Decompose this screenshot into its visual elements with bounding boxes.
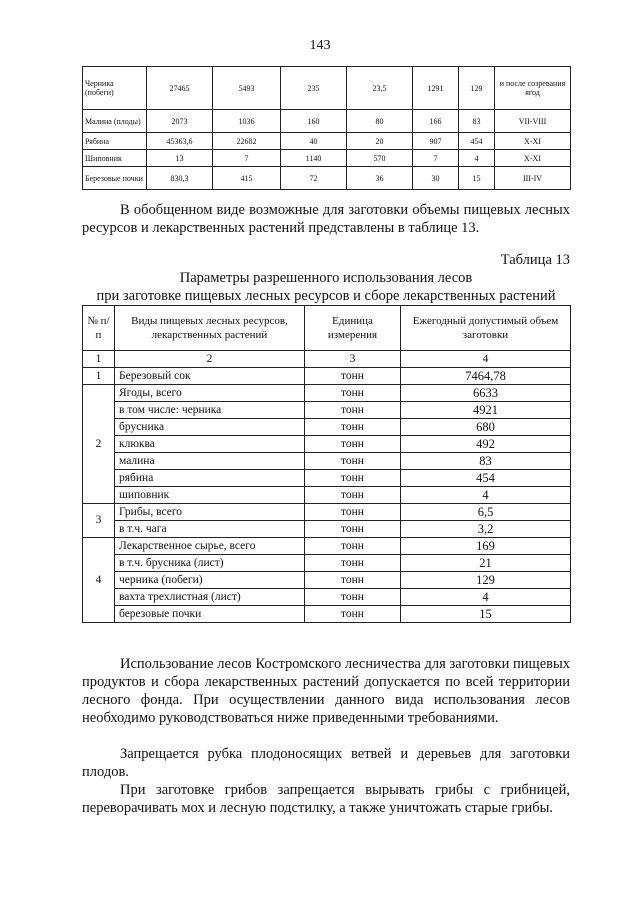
table-row — [83, 419, 571, 436]
top-table-cell-c6: 4 — [459, 150, 495, 167]
top-table-cell-c6: 454 — [459, 133, 495, 150]
table-row — [83, 538, 571, 555]
resource-kind: Березовый сок — [115, 368, 305, 385]
volume-cell: 6633 — [401, 385, 571, 402]
table-header-row — [83, 306, 571, 351]
table-row — [83, 504, 571, 521]
resource-kind: березовые почки — [115, 606, 305, 623]
top-table-cell-c4: 570 — [347, 150, 413, 167]
table-row — [83, 555, 571, 572]
top-table-cell-c1: 2073 — [147, 110, 213, 133]
top-table-cell-c4: 20 — [347, 133, 413, 150]
group-number: 2 — [83, 385, 115, 504]
table-row — [83, 589, 571, 606]
table-index-row — [83, 351, 571, 368]
resource-kind: рябина — [115, 470, 305, 487]
top-table-cell-name: Шиповник — [83, 150, 147, 167]
volume-cell: 3,2 — [401, 521, 571, 538]
volume-cell: 454 — [401, 470, 571, 487]
top-table-cell-c5: 7 — [413, 150, 459, 167]
group-number: 4 — [83, 538, 115, 623]
header-num: № п/п — [83, 306, 115, 351]
top-table — [82, 66, 571, 190]
table-row — [83, 436, 571, 453]
volume-cell: 4 — [401, 487, 571, 504]
unit-cell: тонн — [305, 606, 401, 623]
top-table-cell-c5: 907 — [413, 133, 459, 150]
top-table-cell-c2: 22682 — [213, 133, 281, 150]
resource-kind: малина — [115, 453, 305, 470]
top-table-cell-c3: 72 — [281, 167, 347, 190]
index-unit: 3 — [305, 351, 401, 368]
top-table-cell-period: X-XI — [495, 150, 571, 167]
top-table-cell-period: VII-VIII — [495, 110, 571, 133]
top-table-cell-period: X-XI — [495, 133, 571, 150]
top-table-cell-c2: 1036 — [213, 110, 281, 133]
page-number: 143 — [309, 38, 331, 53]
top-table-cell-c2: 415 — [213, 167, 281, 190]
volume-cell: 6,5 — [401, 504, 571, 521]
volume-cell: 15 — [401, 606, 571, 623]
top-table-cell-c2: 5493 — [213, 67, 281, 110]
unit-cell: тонн — [305, 572, 401, 589]
top-table-cell-c5: 166 — [413, 110, 459, 133]
volume-cell: 492 — [401, 436, 571, 453]
top-table-cell-c6: 129 — [459, 67, 495, 110]
volume-cell: 4 — [401, 589, 571, 606]
group-number: 1 — [83, 368, 115, 385]
top-table-cell-name: Малина (плоды) — [83, 110, 147, 133]
table-title-line1: Параметры разрешенного использования лесов — [179, 270, 473, 286]
top-table-cell-c6: 15 — [459, 167, 495, 190]
top-table-cell-c5: 30 — [413, 167, 459, 190]
table-row — [83, 402, 571, 419]
table-row — [83, 572, 571, 589]
resource-kind: Ягоды, всего — [115, 385, 305, 402]
top-table-cell-c5: 1291 — [413, 67, 459, 110]
unit-cell: тонн — [305, 419, 401, 436]
top-table-cell-c1: 13 — [147, 150, 213, 167]
header-kind: Виды пищевых лесных ресурсов, лекарственных растений — [115, 306, 305, 351]
unit-cell: тонн — [305, 487, 401, 504]
top-table-cell-name: Рябина — [83, 133, 147, 150]
top-table-row — [83, 150, 571, 167]
resource-kind: вахта трехлистная (лист) — [115, 589, 305, 606]
index-num: 1 — [83, 351, 115, 368]
intro-paragraph: В обобщенном виде возможные для заготовки объемы пищевых лесных ресурсов и лекарственных растений представлены в таблице 13. — [82, 202, 570, 236]
unit-cell: тонн — [305, 589, 401, 606]
resource-kind: шиповник — [115, 487, 305, 504]
resource-kind: Лекарственное сырье, всего — [115, 538, 305, 555]
volume-cell: 7464,78 — [401, 368, 571, 385]
table-row — [83, 487, 571, 504]
unit-cell: тонн — [305, 385, 401, 402]
top-table-row — [83, 110, 571, 133]
top-table-cell-c1: 45363,6 — [147, 133, 213, 150]
top-table-cell-period: и после созревания ягод — [495, 67, 571, 110]
top-table-cell-period: III-IV — [495, 167, 571, 190]
top-table-cell-c6: 83 — [459, 110, 495, 133]
resource-kind: Грибы, всего — [115, 504, 305, 521]
table-13 — [82, 305, 571, 623]
top-table-cell-c3: 1140 — [281, 150, 347, 167]
unit-cell: тонн — [305, 436, 401, 453]
closing-paragraph-1: Использование лесов Костромского лесничества для заготовки пищевых продуктов и сбора лекарственных растений допускается по всей территории лесного фонда. При осуществлении данного вида использования лесов необходимо руководствоваться ниже приведенными требованиями. — [82, 656, 570, 726]
resource-kind: клюква — [115, 436, 305, 453]
volume-cell: 21 — [401, 555, 571, 572]
table-label: Таблица 13 — [500, 252, 570, 268]
top-table-cell-name: Черника (побеги) — [83, 67, 147, 110]
top-table-cell-c1: 830,3 — [147, 167, 213, 190]
volume-cell: 169 — [401, 538, 571, 555]
unit-cell: тонн — [305, 402, 401, 419]
table-row — [83, 453, 571, 470]
top-table-cell-c3: 235 — [281, 67, 347, 110]
closing-paragraph-3: При заготовке грибов запрещается вырывать грибы с грибницей, переворачивать мох и лесную подстилку, а также уничтожать старые грибы. — [82, 782, 570, 816]
unit-cell: тонн — [305, 368, 401, 385]
closing-paragraph-2: Запрещается рубка плодоносящих ветвей и деревьев для заготовки плодов. — [82, 746, 570, 780]
top-table-row — [83, 67, 571, 110]
volume-cell: 83 — [401, 453, 571, 470]
table-row — [83, 470, 571, 487]
top-table-cell-c3: 40 — [281, 133, 347, 150]
top-table-cell-c2: 7 — [213, 150, 281, 167]
index-kind: 2 — [115, 351, 305, 368]
unit-cell: тонн — [305, 521, 401, 538]
table-row — [83, 606, 571, 623]
volume-cell: 129 — [401, 572, 571, 589]
table-title-line2: при заготовке пищевых лесных ресурсов и сборе лекарственных растений — [96, 288, 556, 304]
top-table-cell-c1: 27465 — [147, 67, 213, 110]
header-unit: Единица измерения — [305, 306, 401, 351]
top-table-cell-c4: 23,5 — [347, 67, 413, 110]
unit-cell: тонн — [305, 470, 401, 487]
volume-cell: 680 — [401, 419, 571, 436]
table-title — [82, 269, 570, 305]
top-table-cell-name: Березовые почки — [83, 167, 147, 190]
header-volume: Ежегодный допустимый объем заготовки — [401, 306, 571, 351]
top-table-row — [83, 167, 571, 190]
top-table-row — [83, 133, 571, 150]
unit-cell: тонн — [305, 453, 401, 470]
table-row — [83, 368, 571, 385]
index-volume: 4 — [401, 351, 571, 368]
resource-kind: в т.ч. брусника (лист) — [115, 555, 305, 572]
table-row — [83, 521, 571, 538]
resource-kind: в том числе: черника — [115, 402, 305, 419]
unit-cell: тонн — [305, 504, 401, 521]
resource-kind: черника (побеги) — [115, 572, 305, 589]
resource-kind: в т.ч. чага — [115, 521, 305, 538]
unit-cell: тонн — [305, 555, 401, 572]
top-table-cell-c4: 36 — [347, 167, 413, 190]
group-number: 3 — [83, 504, 115, 538]
resource-kind: брусника — [115, 419, 305, 436]
top-table-cell-c3: 160 — [281, 110, 347, 133]
volume-cell: 4921 — [401, 402, 571, 419]
unit-cell: тонн — [305, 538, 401, 555]
table-row — [83, 385, 571, 402]
top-table-cell-c4: 80 — [347, 110, 413, 133]
